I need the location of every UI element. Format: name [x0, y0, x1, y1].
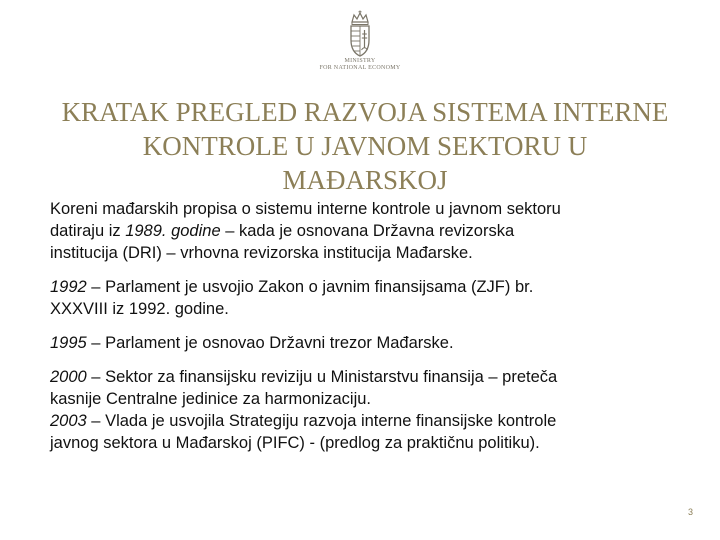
year-2003: 2003	[50, 412, 87, 430]
page-number: 3	[687, 507, 693, 517]
title-line-2: KONTROLE U JAVNOM SEKTORU U	[142, 131, 588, 161]
p1-line-2	[50, 220, 700, 242]
ministry-logo	[300, 10, 420, 86]
year-1992: 1992	[50, 278, 87, 296]
p3-line-1-text: – Parlament je osnovao Državni trezor Mađarske.	[86, 334, 454, 352]
p5-line-1	[50, 410, 700, 432]
p2-line-2: XXXVIII iz 1992. godine.	[50, 300, 229, 318]
slide-title	[20, 95, 710, 197]
coat-of-arms-icon	[345, 10, 375, 58]
year-1995: 1995	[50, 334, 87, 352]
p4-line-1-text: – Sektor za finansijsku reviziju u Ministarstvu finansija – preteča	[86, 368, 558, 386]
p4-line-2: kasnije Centralne jedinice za harmonizaciju.	[50, 390, 372, 408]
p5-line-2: javnog sektora u Mađarskoj (PIFC) - (predlog za praktičnu politiku).	[50, 434, 540, 452]
p5-line-1-text: – Vlada je usvojila Strategiju razvoja interne finansijske kontrole	[86, 412, 557, 430]
paragraph-1992	[50, 276, 700, 320]
p4-line-1	[50, 366, 700, 388]
year-2000: 2000	[50, 368, 87, 386]
title-line-1: KRATAK PREGLED RAZVOJA SISTEMA INTERNE	[61, 97, 669, 127]
paragraph-1989	[50, 198, 700, 264]
p1-line-2-start: datiraju iz	[50, 222, 126, 240]
p3-line-1	[50, 332, 700, 354]
year-1989: 1989. godine	[125, 222, 221, 240]
paragraph-2000	[50, 366, 700, 410]
paragraph-1995	[50, 332, 700, 354]
paragraph-2003	[50, 410, 700, 454]
ministry-name-line-1: MINISTRY	[344, 58, 376, 64]
p1-line-3: institucija (DRI) – vrhovna revizorska institucija Mađarske.	[50, 244, 473, 262]
p1-line-2-end: – kada je osnovana Državna revizorska	[220, 222, 515, 240]
p1-line-1: Koreni mađarskih propisa o sistemu interne kontrole u javnom sektoru	[50, 200, 561, 218]
p2-line-1-text: – Parlament je usvojio Zakon o javnim finansijsama (ZJF) br.	[86, 278, 534, 296]
p2-line-1	[50, 276, 700, 298]
slide-body	[50, 198, 700, 454]
ministry-name-line-2: FOR NATIONAL ECONOMY	[319, 65, 401, 71]
title-line-3: MAĐARSKOJ	[282, 165, 448, 195]
